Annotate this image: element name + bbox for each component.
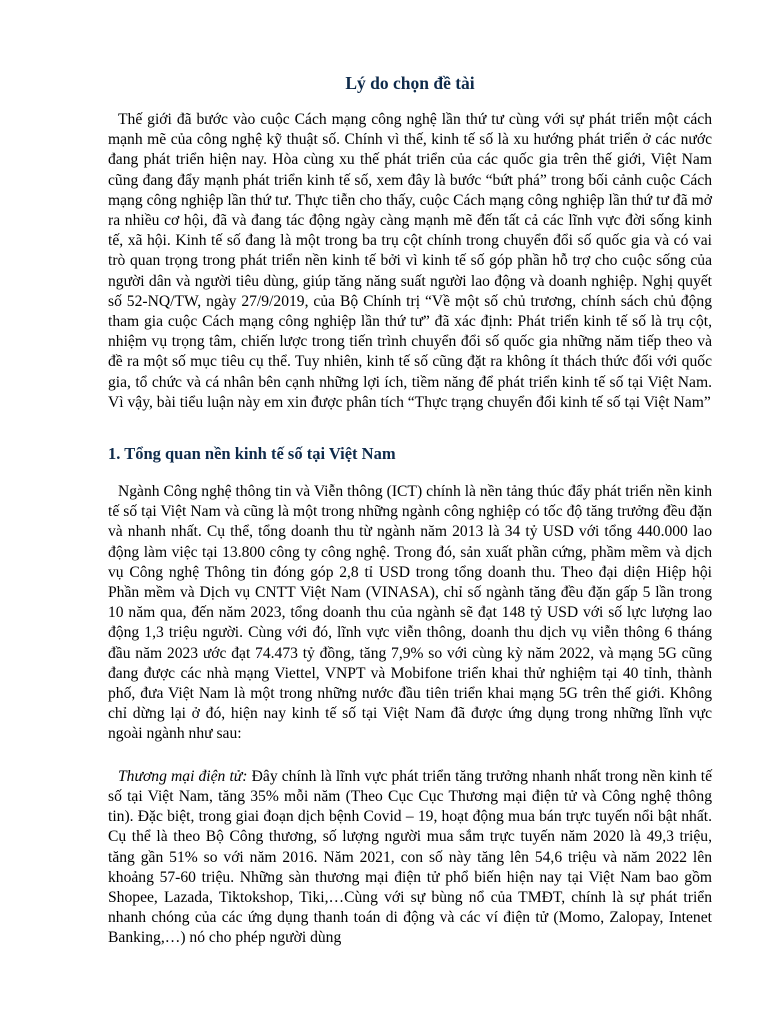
page-title: Lý do chọn đề tài	[345, 73, 475, 93]
section-heading: 1. Tổng quan nền kinh tế số tại Việt Nam	[108, 444, 396, 464]
paragraph-spacer	[108, 745, 712, 767]
ecommerce-paragraph	[108, 767, 712, 949]
ecommerce-text: Đây chính là lĩnh vực phát triển tăng trưởng nhanh nhất trong nền kinh tế số tại Việt Nam, tăng 35% mỗi năm (Theo Cục Cục Thương mại điện tử và Công nghệ thông tin). Đặc biệt, trong giai đoạn dịch bệnh Covid – 19, hoạt động mua bán trực tuyến nổi bật nhất. Cụ thể là theo Bộ Công thương, số lượng người mua sắm trực tuyến năm 2020 là 49,3 triệu, tăng gần 51% so với năm 2016. Năm 2021, con số này tăng lên 54,6 triệu và năm 2022 lên khoảng 57-60 triệu. Những sàn thương mại điện tử phổ biến hiện nay tại Việt Nam bao gồm Shopee, Lazada, Tiktokshop, Tiki,…Cùng với sự bùng nổ của TMĐT, chính là sự phát triển nhanh chóng của các ứng dụng thanh toán di động và các ví điện tử (Momo, Zalopay, Intenet Banking,…) nó cho phép người dùng	[108, 767, 713, 947]
section-paragraph: Ngành Công nghệ thông tin và Viễn thông (ICT) chính là nền tảng thúc đẩy phát triển nền kinh tế số tại Việt Nam và cũng là một trong những ngành công nghiệp có tốc độ tăng trưởng đều đặn và nhanh nhất. Cụ thể, tổng doanh thu từ ngành năm 2013 là 34 tỷ USD với tổng 440.000 lao động làm việc tại 13.800 công ty công nghệ. Trong đó, sản xuất phần cứng, phầm mềm và dịch vụ Công nghệ Thông tin đóng góp 2,8 tỉ USD trong tổng doanh thu. Theo đại diện Hiệp hội Phần mềm và Dịch vụ CNTT Việt Nam (VINASA), chỉ số ngành tăng đều đặn gấp 5 lần trong 10 năm qua, đến năm 2023, tổng doanh thu của ngành sẽ đạt 148 tỷ USD với số lực lượng lao động 1,3 triệu người. Cùng với đó, lĩnh vực viễn thông, doanh thu dịch vụ viễn thông 6 tháng đầu năm 2023 ước đạt 74.473 tỷ đồng, tăng 7,9% so với cùng kỳ năm 2022, và mạng 5G cũng đang được các nhà mạng Viettel, VNPT và Mobifone triển khai thử nghiệm tại 40 tỉnh, thành phố, đưa Việt Nam là một trong những nước đầu tiên triển khai mạng 5G trên thế giới. Không chỉ dừng lại ở đó, hiện nay kinh tế số tại Việt Nam đã được ứng dụng trong những lĩnh vực ngoài ngành như sau:	[108, 483, 712, 743]
ecommerce-label: Thương mại điện tử:	[118, 767, 248, 785]
intro-paragraph: Thế giới đã bước vào cuộc Cách mạng công nghệ lần thứ tư cùng với sự phát triển một cách mạnh mẽ của công nghệ kỹ thuật số. Chính vì thế, kinh tế số là xu hướng phát triển ở các nước đang phát triển hiện nay. Hòa cùng xu thế phát triển của các quốc gia trên thế giới, Việt Nam cũng đang đẩy mạnh phát triển kinh tế số, xem đây là bước “bứt phá” trong bối cảnh cuộc Cách mạng công nghiệp lần thứ tư. Thực tiễn cho thấy, cuộc Cách mạng công nghiệp lần thứ tư đã mở ra nhiều cơ hội, đã và đang tác động ngày càng mạnh mẽ đến tất cả các lĩnh vực đời sống kinh tế, xã hội. Kinh tế số đang là một trong ba trụ cột chính trong chuyển đổi số quốc gia và có vai trò quan trọng trong phát triển nền kinh tế bởi vì kinh tế số góp phần hỗ trợ cho cuộc sống của người dân và người tiêu dùng, giúp tăng năng suất người lao động và doanh nghiệp. Nghị quyết số 52-NQ/TW, ngày 27/9/2019, của Bộ Chính trị “Về một số chủ trương, chính sách chủ động tham gia cuộc Cách mạng công nghiệp lần thứ tư” đã xác định: Phát triển kinh tế số là trụ cột, nhiệm vụ trọng tâm, chiến lược trong tiến trình chuyển đổi số quốc gia những năm tiếp theo và đề ra một số mục tiêu cụ thể. Tuy nhiên, kinh tế số cũng đặt ra không ít thách thức đối với quốc gia, tổ chức và cá nhân bên cạnh những lợi ích, tiềm năng để phát triển kinh tế số tại Việt Nam. Vì vậy, bài tiểu luận này em xin được phân tích “Thực trạng chuyển đổi kinh tế số tại Việt Nam”	[108, 111, 712, 411]
